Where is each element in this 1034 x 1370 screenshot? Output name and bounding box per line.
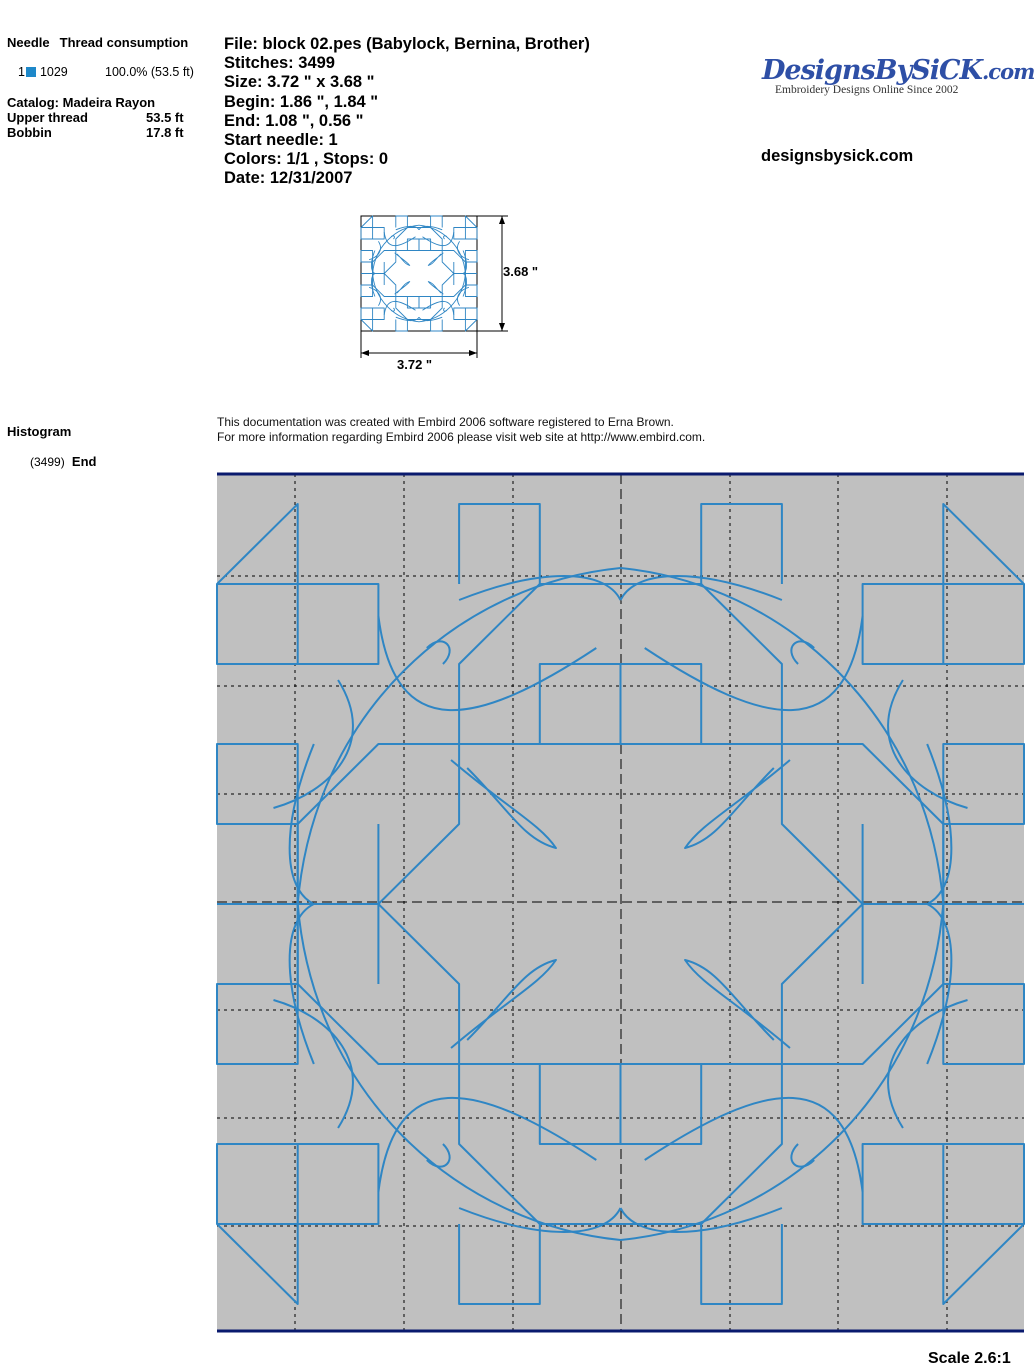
histogram-count: (3499) [30,455,65,469]
upper-thread-value: 53.5 ft [146,110,184,125]
height-arrow-bottom [499,323,505,331]
stitch-preview-graphic [217,472,1024,1334]
thread-consumption-value: 100.0% (53.5 ft) [105,65,194,79]
needle-number: 1 [18,65,25,79]
logo-part-sick: SiCK [911,55,982,86]
needle-column-header: Needle [7,35,50,50]
website-url: designsbysick.com [761,147,914,165]
thread-color-swatch [26,67,36,77]
thread-consumption-column-header: Thread consumption [59,35,189,50]
width-arrow-right [469,350,477,356]
thread-catalog: Catalog: Madeira Rayon [7,95,156,110]
start-needle: Start needle: 1 [224,131,338,150]
brand-logo [762,55,1034,96]
thumbnail-height-label: 3.68 " [503,264,539,279]
height-arrow-top [499,216,505,224]
file-date: Date: 12/31/2007 [224,169,353,188]
logo-part-designsby: DesignsBy [762,55,912,86]
stitch-preview [217,472,1024,1334]
doc-note-line-1: This documentation was created with Embird 2006 software registered to Erna Brown. [217,415,674,429]
upper-thread-label: Upper thread [7,110,88,125]
upper-thread-row [7,110,184,125]
bobbin-value: 17.8 ft [146,125,184,140]
thumbnail-width-label: 3.72 " [397,357,433,372]
thumbnail-graphic [356,210,556,380]
thread-length-table [7,110,184,140]
scale-label: Scale 2.6:1 [928,1350,1011,1367]
logo-wordmark [762,55,1034,86]
file-info [224,35,590,189]
thread-code: 1029 [39,65,68,79]
documentation-note [217,415,705,444]
logo-part-com: .com [982,59,1034,84]
begin-point: Begin: 1.86 ", 1.84 " [224,92,379,111]
histogram-title: Histogram [7,424,72,439]
colors-stops: Colors: 1/1 , Stops: 0 [224,150,389,169]
logo-tagline: Embroidery Designs Online Since 2002 [775,84,959,96]
stitch-count: Stitches: 3499 [224,54,335,73]
needle-row [18,65,194,79]
doc-note-line-2: For more information regarding Embird 2006 please visit web site at http://www.embird.com. [217,429,706,444]
histogram-entry [30,454,96,469]
file-name: File: block 02.pes (Babylock, Bernina, Brother) [224,35,590,53]
width-arrow-left [361,350,369,356]
end-point: End: 1.08 ", 0.56 " [224,111,364,130]
design-size: Size: 3.72 " x 3.68 " [224,73,375,92]
design-thumbnail [356,210,556,380]
bobbin-row [7,125,184,140]
bobbin-label: Bobbin [7,125,52,140]
needle-table-header [7,35,188,50]
histogram-entry-label: End [71,454,97,469]
